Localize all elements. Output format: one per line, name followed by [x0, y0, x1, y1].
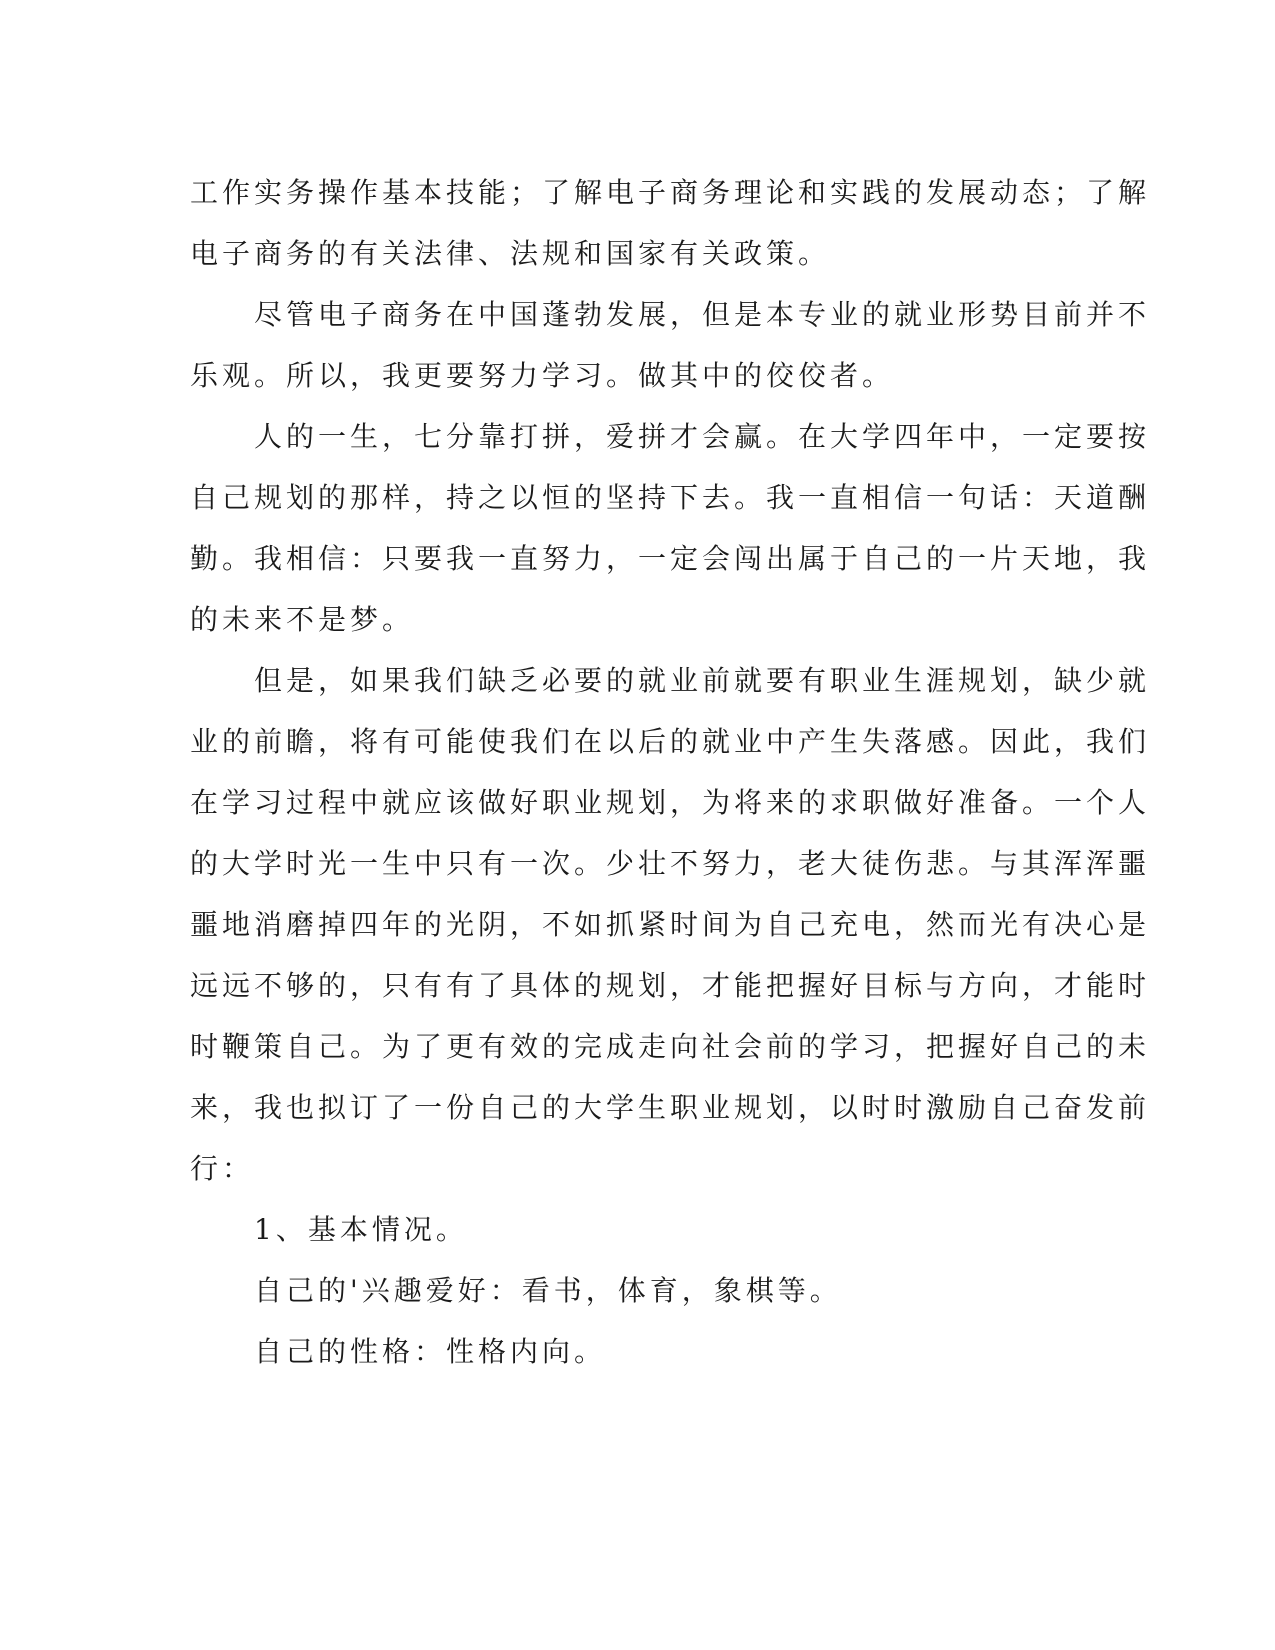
text-line: 业的前瞻，将有可能使我们在以后的就业中产生失落感。因此，我们 — [190, 725, 1151, 758]
section-heading — [190, 1199, 1080, 1260]
document-body — [190, 162, 1151, 1382]
text-line: 勤。我相信：只要我一直努力，一定会闯出属于自己的一片天地，我 — [190, 542, 1151, 575]
text-line: 来，我也拟订了一份自己的大学生职业规划，以时时激励自己奋发前 — [190, 1091, 1151, 1124]
text-line: 自己规划的那样，持之以恒的坚持下去。我一直相信一句话：天道酬 — [190, 481, 1151, 514]
text-line: 但是，如果我们缺乏必要的就业前就要有职业生涯规划，缺少就 — [254, 664, 1151, 697]
personality-line — [190, 1321, 1080, 1382]
text-line: 工作实务操作基本技能；了解电子商务理论和实践的发展动态；了解 — [190, 176, 1151, 209]
text-line: 时鞭策自己。为了更有效的完成走向社会前的学习，把握好自己的未 — [190, 1030, 1151, 1063]
text-line: 1、基本情况。 — [254, 1213, 468, 1246]
text-line: 行： — [190, 1152, 255, 1185]
hobbies-line — [190, 1260, 1080, 1321]
paragraph-2 — [190, 284, 1151, 406]
text-line: 远远不够的，只有有了具体的规划，才能把握好目标与方向，才能时 — [190, 969, 1151, 1002]
text-line: 自己的性格：性格内向。 — [254, 1335, 607, 1368]
text-line: 自己的'兴趣爱好：看书，体育，象棋等。 — [254, 1274, 842, 1307]
text-line: 的大学时光一生中只有一次。少壮不努力，老大徒伤悲。与其浑浑噩 — [190, 847, 1151, 880]
text-line: 在学习过程中就应该做好职业规划，为将来的求职做好准备。一个人 — [190, 786, 1151, 819]
paragraph-1 — [190, 162, 1151, 284]
text-line: 电子商务的有关法律、法规和国家有关政策。 — [190, 237, 831, 270]
paragraph-3 — [190, 406, 1151, 650]
text-line: 噩地消磨掉四年的光阴，不如抓紧时间为自己充电，然而光有决心是 — [190, 908, 1151, 941]
paragraph-4 — [190, 650, 1151, 1199]
text-line: 尽管电子商务在中国蓬勃发展，但是本专业的就业形势目前并不 — [254, 298, 1151, 331]
text-line: 乐观。所以，我更要努力学习。做其中的佼佼者。 — [190, 359, 895, 392]
text-line: 的未来不是梦。 — [190, 603, 415, 636]
text-line: 人的一生，七分靠打拼，爱拼才会赢。在大学四年中，一定要按 — [254, 420, 1151, 453]
